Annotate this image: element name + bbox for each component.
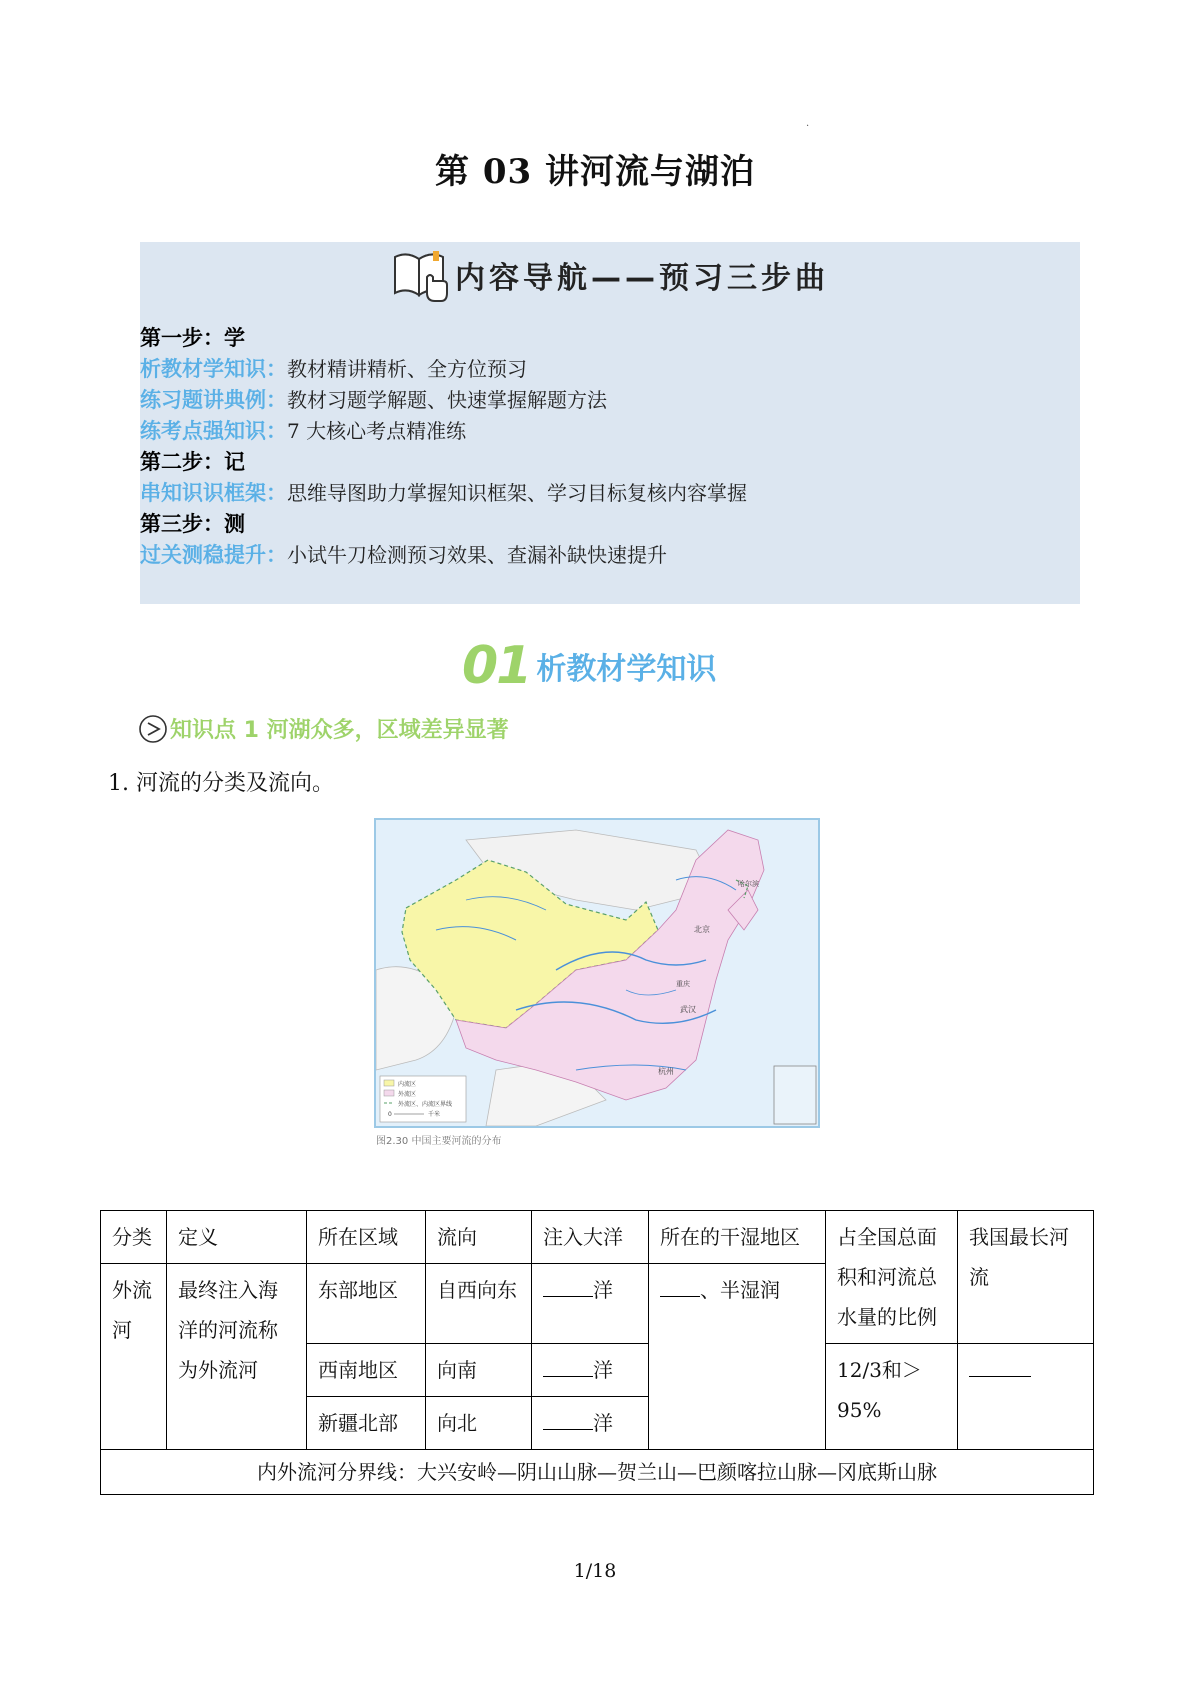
- nav-line-5: [140, 477, 747, 508]
- table-ocean-cell: [532, 1264, 649, 1344]
- nav-step-label: 第三步：测: [140, 511, 245, 536]
- nav-step-label: 第二步：记: [140, 449, 245, 474]
- nav-line-key: 串知识识框架：: [140, 480, 287, 505]
- page-number: 1/18: [573, 1560, 617, 1582]
- nav-line-desc: 小试牛刀检测预习效果、查漏补缺快速提升: [287, 543, 667, 567]
- table-region-cell: 西南地区: [307, 1344, 426, 1397]
- header-mark: .: [806, 118, 810, 129]
- ocean-suffix: 洋: [593, 1278, 613, 1302]
- item-1-text: 1. 河流的分类及流向。: [108, 771, 334, 796]
- china-rivers-map: [374, 818, 820, 1128]
- map-label-chongqing: 重庆: [676, 980, 690, 988]
- map-label-hangzhou: 杭州: [658, 1067, 674, 1076]
- knowledge-point-text: 知识点 1 河湖众多，区域差异显著: [170, 718, 509, 743]
- ocean-suffix: 洋: [593, 1411, 613, 1435]
- nav-line-desc: 思维导图助力掌握知识框架、学习目标复核内容掌握: [287, 481, 747, 505]
- table-header-cell: 所在区域: [307, 1211, 426, 1264]
- nav-line-3: [140, 415, 466, 446]
- table-header-cell: 分类: [101, 1211, 167, 1264]
- table-header-cell: 所在的干湿地区: [649, 1211, 826, 1264]
- ocean-suffix: 洋: [593, 1358, 613, 1382]
- longest-river-blank: [969, 1376, 1031, 1377]
- nav-step-1: [140, 322, 245, 353]
- table-boundary-cell: 内外流河分界线：大兴安岭—阴山山脉—贺兰山—巴颜喀拉山脉—冈底斯山脉: [101, 1450, 1094, 1495]
- table-header-cell: 流向: [426, 1211, 532, 1264]
- legend-boundary: 外流区、内流区界线: [398, 1101, 453, 1108]
- content-navigation-box: [140, 242, 1080, 604]
- nav-header: [140, 242, 1080, 308]
- nav-line-2: [140, 384, 607, 415]
- nav-line-desc: 教材习题学解题、快速掌握解题方法: [287, 388, 607, 412]
- play-circle-icon: [138, 714, 168, 744]
- map-label-beijing: 北京: [694, 925, 710, 934]
- ocean-blank: [543, 1296, 593, 1297]
- knowledge-point-heading: [138, 713, 509, 744]
- nav-step-label: 第一步：学: [140, 325, 245, 350]
- nav-line-desc: 教材精讲精析、全方位预习: [287, 357, 527, 381]
- nav-step-2: [140, 446, 245, 477]
- nav-line-1: [140, 353, 527, 384]
- wetdry-text: 、半湿润: [700, 1278, 780, 1302]
- legend-inflow: 内流区: [398, 1081, 417, 1088]
- section-number: 01: [462, 636, 531, 696]
- figure-caption: 图2.30 中国主要河流的分布: [376, 1136, 502, 1147]
- table-category-cell: 外流河: [101, 1264, 167, 1450]
- table-boundary-row: [101, 1450, 1094, 1495]
- legend-scale-zero: 0: [388, 1111, 392, 1118]
- table-region-cell: 东部地区: [307, 1264, 426, 1344]
- table-header-cell: 占全国总面积和河流总水量的比例: [826, 1211, 958, 1344]
- nav-header-text: 内容导航——预习三步曲: [455, 261, 829, 296]
- table-header-cell: 注入大洋: [532, 1211, 649, 1264]
- nav-line-key: 过关测稳提升：: [140, 542, 287, 567]
- legend-scale-unit: 千米: [428, 1111, 441, 1118]
- table-direction-cell: 自西向东: [426, 1264, 532, 1344]
- section-title: 析教材学知识: [536, 652, 717, 687]
- table-definition-cell: 最终注入海洋的河流称为外流河: [167, 1264, 307, 1450]
- book-hand-icon: [391, 247, 451, 303]
- table-header-cell: 定义: [167, 1211, 307, 1264]
- table-region-cell: 新疆北部: [307, 1397, 426, 1450]
- nav-step-3: [140, 508, 245, 539]
- table-ocean-cell: [532, 1344, 649, 1397]
- map-graphic: [376, 820, 818, 1126]
- table-longest-river-cell: [958, 1344, 1094, 1450]
- document-title: 第 03 讲河流与湖泊: [435, 152, 755, 192]
- river-classification-table: [100, 1210, 1094, 1495]
- nav-line-key: 练考点强知识：: [140, 418, 287, 443]
- section-heading: [462, 630, 716, 696]
- nav-line-key: 练习题讲典例：: [140, 387, 287, 412]
- map-label-harbin: 哈尔滨: [738, 880, 759, 888]
- table-direction-cell: 向北: [426, 1397, 532, 1450]
- nav-line-key: 析教材学知识：: [140, 356, 287, 381]
- legend-outflow: 外流区: [398, 1091, 417, 1098]
- ocean-blank: [543, 1376, 593, 1377]
- table-header-row: [101, 1211, 1094, 1264]
- ocean-blank: [543, 1429, 593, 1430]
- table-ocean-cell: [532, 1397, 649, 1450]
- table-direction-cell: 向南: [426, 1344, 532, 1397]
- nav-line-desc: 7 大核心考点精准练: [287, 419, 467, 443]
- map-label-wuhan: 武汉: [680, 1005, 696, 1014]
- nav-line-7: [140, 539, 667, 570]
- wetdry-blank: [660, 1296, 700, 1297]
- table-ratio-cell: 12/3和＞95%: [826, 1344, 958, 1450]
- map-legend: [380, 1076, 466, 1122]
- table-wetdry-cell: [649, 1264, 826, 1450]
- table-header-cell: 我国最长河流: [958, 1211, 1094, 1344]
